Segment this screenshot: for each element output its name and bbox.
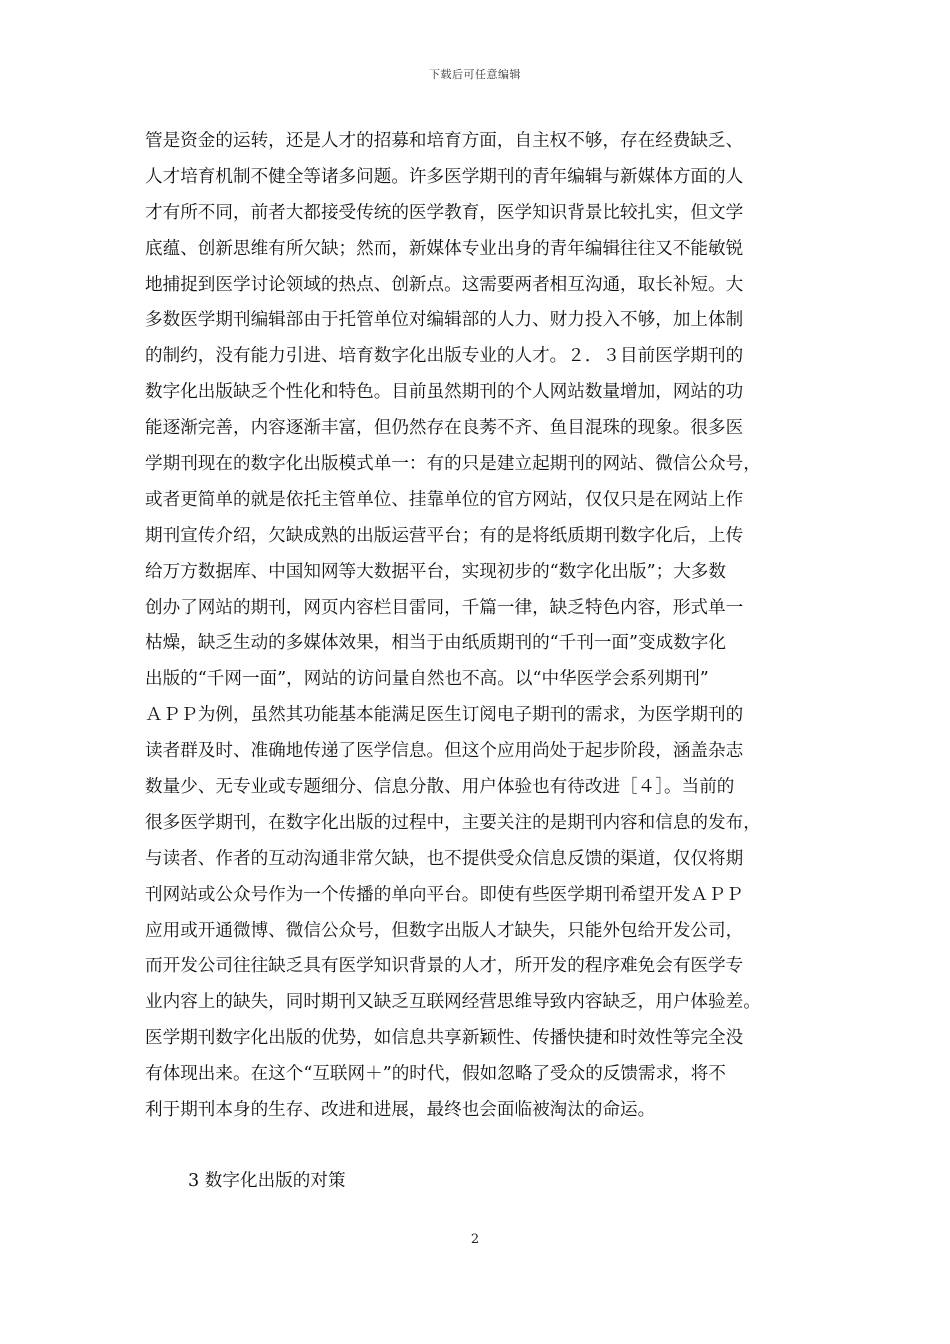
text-line: 医学期刊数字化出版的优势，如信息共享新颖性、传播快捷和时效性等完全没	[145, 1028, 744, 1049]
text-line: 才有所不同，前者大都接受传统的医学教育，医学知识背景比较扎实，但文学	[145, 202, 744, 223]
text-line: 创办了网站的期刊，网页内容栏目雷同，千篇一律，缺乏特色内容，形式单一	[145, 597, 744, 618]
page-header: 下载后可任意编辑	[429, 68, 521, 81]
text-line: 学期刊现在的数字化出版模式单一：有的只是建立起期刊的网站、微信公众号，	[145, 454, 761, 475]
body-paragraph	[145, 124, 815, 1129]
text-line: 或者更简单的就是依托主管单位、挂靠单位的官方网站，仅仅只是在网站上作	[145, 489, 744, 510]
section-heading: 3 数字化出版的对策	[188, 1171, 346, 1191]
text-line: 很多医学期刊，在数字化出版的过程中，主要关注的是期刊内容和信息的发布，	[145, 812, 761, 833]
text-line: ＡＰＰ为例，虽然其功能基本能满足医生订阅电子期刊的需求，为医学期刊的	[145, 705, 744, 726]
text-line: 的制约，没有能力引进、培育数字化出版专业的人才。２．３目前医学期刊的	[145, 346, 744, 367]
text-line: 枯燥，缺乏生动的多媒体效果，相当于由纸质期刊的“千刊一面”变成数字化	[145, 633, 726, 654]
text-line: 而开发公司往往缺乏具有医学知识背景的人才，所开发的程序难免会有医学专	[145, 956, 744, 977]
text-line: 与读者、作者的互动沟通非常欠缺，也不提供受众信息反馈的渠道，仅仅将期	[145, 848, 744, 869]
page-number: 2	[470, 1232, 480, 1247]
text-line: 有体现出来。在这个“互联网＋”的时代，假如忽略了受众的反馈需求，将不	[145, 1064, 726, 1085]
text-line: 刊网站或公众号作为一个传播的单向平台。即使有些医学期刊希望开发ＡＰＰ	[145, 884, 744, 905]
text-line: 多数医学期刊编辑部由于托管单位对编辑部的人力、财力投入不够，加上体制	[145, 310, 744, 331]
text-line: 数量少、无专业或专题细分、信息分散、用户体验也有待改进［４］。当前的	[145, 777, 735, 798]
text-line: 数字化出版缺乏个性化和特色。目前虽然期刊的个人网站数量增加，网站的功	[145, 382, 744, 403]
text-line: 读者群及时、准确地传递了医学信息。但这个应用尚处于起步阶段，涵盖杂志	[145, 741, 744, 762]
text-line: 出版的“千网一面”，网站的访问量自然也不高。以“中华医学会系列期刊”	[145, 669, 709, 690]
text-line: 人才培育机制不健全等诸多问题。许多医学期刊的青年编辑与新媒体方面的人	[145, 166, 744, 187]
text-line: 地捕捉到医学讨论领域的热点、创新点。这需要两者相互沟通，取长补短。大	[145, 274, 744, 295]
text-line: 应用或开通微博、微信公众号，但数字出版人才缺失，只能外包给开发公司，	[145, 920, 744, 941]
text-line: 业内容上的缺失，同时期刊又缺乏互联网经营思维导致内容缺乏，用户体验差。	[145, 992, 761, 1013]
text-line: 期刊宣传介绍，欠缺成熟的出版运营平台；有的是将纸质期刊数字化后，上传	[145, 525, 744, 546]
text-line: 管是资金的运转，还是人才的招募和培育方面，自主权不够，存在经费缺乏、	[145, 131, 744, 151]
text-line: 底蕴、创新思维有所欠缺；然而，新媒体专业出身的青年编辑往往又不能敏锐	[145, 238, 744, 259]
text-line: 能逐渐完善，内容逐渐丰富，但仍然存在良莠不齐、鱼目混珠的现象。很多医	[145, 418, 744, 439]
text-line: 给万方数据库、中国知网等大数据平台，实现初步的“数字化出版”；大多数	[145, 561, 726, 582]
text-line: 利于期刊本身的生存、改进和进展，最终也会面临被淘汰的命运。	[145, 1100, 656, 1121]
